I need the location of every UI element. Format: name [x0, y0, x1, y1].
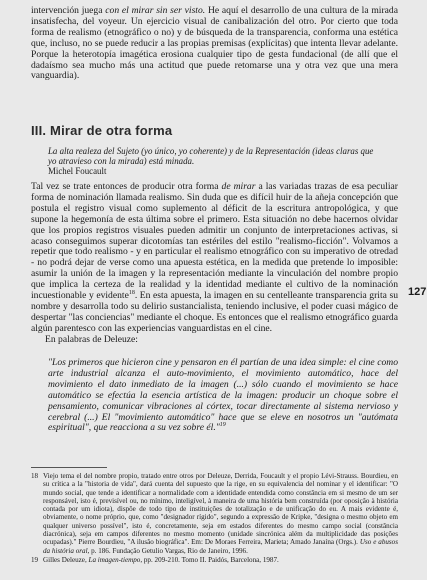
text-run: , p. 186. Fundação Getulio Vargas, Rio de Janeiro, 1996. — [87, 546, 248, 555]
epigraph — [48, 147, 378, 177]
text-run: intervención juega — [31, 5, 106, 16]
footnote — [31, 556, 398, 564]
epigraph-author: Michel Foucault — [48, 165, 107, 176]
paragraph — [31, 182, 398, 335]
intro-paragraph — [31, 6, 398, 82]
footnote-text — [43, 556, 398, 564]
section-heading: III. Mirar de otra forma — [31, 123, 173, 138]
footnote-ref: 19 — [219, 422, 226, 429]
paragraph — [31, 6, 398, 82]
text-run: A mais evidente é, obviamente, o nome próprio, que, como "designador rígido", segundo a expressão de Kripke, "designa o mesmo objeto em qualquer universo possível", isto é, concretamente, seja em estados diferentes do mesmo campo social (constância diacrónica), seja em campos diferentes no mesmo momento (unidade sincrónica além da multiplicidade das posições ocupadas)." Pierre Bourdieu, "A ilusão biográfica". Em: De Moraes Ferreira, Marieta; Amado Janaína (Orgs.). — [43, 505, 399, 547]
footnote-divider — [31, 467, 107, 468]
text-run: Viejo tema el del nombre propio, tratado entre otros por Deleuze, Derrida, Foucault y el propio Lévi-Strauss. Bourdieu, en su crítica a la "historia de vida", dará cuenta del supuesto que la rige, en su equivalencia del nominar y el identificar: "O mundo social, que tende a identificar a normalidade com a identidade entendida como constância em si mesmo de um ser responsável, isto é, previsível ou, no mínimo, inteligível, à maneira de uma história bem construída (por oposição à história contada por um idiota), dispõe de todo tipo de instituições de totalização e de unificação do eu. — [43, 472, 398, 514]
text-run: con el mirar sin ser visto. — [105, 5, 206, 16]
text-run: . En esta apuesta, la imagen en su centelleante transparencia grita su nombre y desarrolla todo su delirio sustancialista, teniendo inclusive, el poder cuasi mágico de despertar "las conciencias" mediante el choque. Es entonces que el realismo etnográfico guarda algún parentesco con las experiencias vanguardistas en el cine. — [31, 290, 398, 334]
text-run: , pp. 209-210. Tomo II. Paidós, Barcelona, 1987. — [140, 555, 279, 564]
footnotes — [31, 472, 398, 565]
footnote-number: 18 — [31, 472, 39, 480]
text-run: La imagen-tiempo — [88, 555, 141, 564]
footnote-ref: 18 — [128, 289, 135, 296]
paragraph — [31, 335, 398, 346]
epigraph-quote: La alta realeza del Sujeto (yo único, yo coherente) y de la Representación (ideas claras que yo atravieso con la mirada) está minada. — [48, 146, 374, 166]
footnote-number: 19 — [31, 555, 39, 564]
footnote — [31, 472, 398, 555]
text-run: Gilles Deleuze, — [43, 555, 89, 564]
block-quote — [48, 358, 398, 434]
page-number: 127 — [408, 286, 427, 298]
text-run: de mirar — [221, 181, 256, 192]
text-run: He aquí el desarrollo de una cultura de la mirada insatisfecha, del voyeur. Un ejercicio visual de canibalización del otro. Por cierto que toda forma de realismo (etnográfico o no) y de búsqueda de la transparencia, conforma una estética que, incluso, no se puede reducir a las propias premisas (explícitas) que intenta llevar adelante. Porque la heterotopía imagética erosiona cualquier tipo de gesta fundacional (de allí que el dadaísmo sea mucho más una actitud que puede retomarse una y otra vez que una mera vanguardia). — [31, 5, 398, 82]
text-run: "Los primeros que hicieron cine y pensaron en él partían de una idea simple: el cine como arte industrial alcanza el auto-movimiento, el movimiento automático, hace del movimiento el dato inmediato de la imagen (...) sólo cuando el movimiento se hace automático se efectúa la esencia artística de la imagen: producir un choque sobre el pensamiento, comunicar vibraciones al córtex, tocar directamente al sistema nervioso y cerebral (...) El "movimiento automático" hace que se eleve en nosotros un "autómata espiritual", que reacciona a su vez sobre él." — [48, 357, 398, 434]
main-text — [31, 182, 398, 346]
text-run: Uso e abusos da história oral — [43, 538, 398, 555]
text-run: Tal vez se trate entonces de producir otra forma — [31, 181, 222, 192]
text-run: En palabras de Deleuze: — [45, 333, 138, 345]
footnote-text — [43, 472, 398, 555]
text-run: a las variadas trazas de esa peculiar forma de nominación llamada realismo. Sin duda que es difícil huir de la añeja concepción que postula el registro visual como suplemento al déficit de la escritura antropológica, y que supone la hegemonía de esta última sobre el primero. Esta situación no debe hacernos olvidar que los propios registros visuales pueden admitir un conjunto de interpretaciones activas, si acaso conseguimos superar dicotomías tan estériles del estilo "realismo-ficción". Volvamos a repetir que todo realismo - y en particular el realismo etnográfico con su imperativo de otredad - no podrá dejar de verse como una apuesta estética, en la medida que pretende lo imposible: asumir la unión de la imagen y la representación mediante la vinculación del nombre propio que implica la certeza de la realidad y la identidad mediante el cultivo de la nominación incuestionable y evidente — [31, 181, 399, 302]
